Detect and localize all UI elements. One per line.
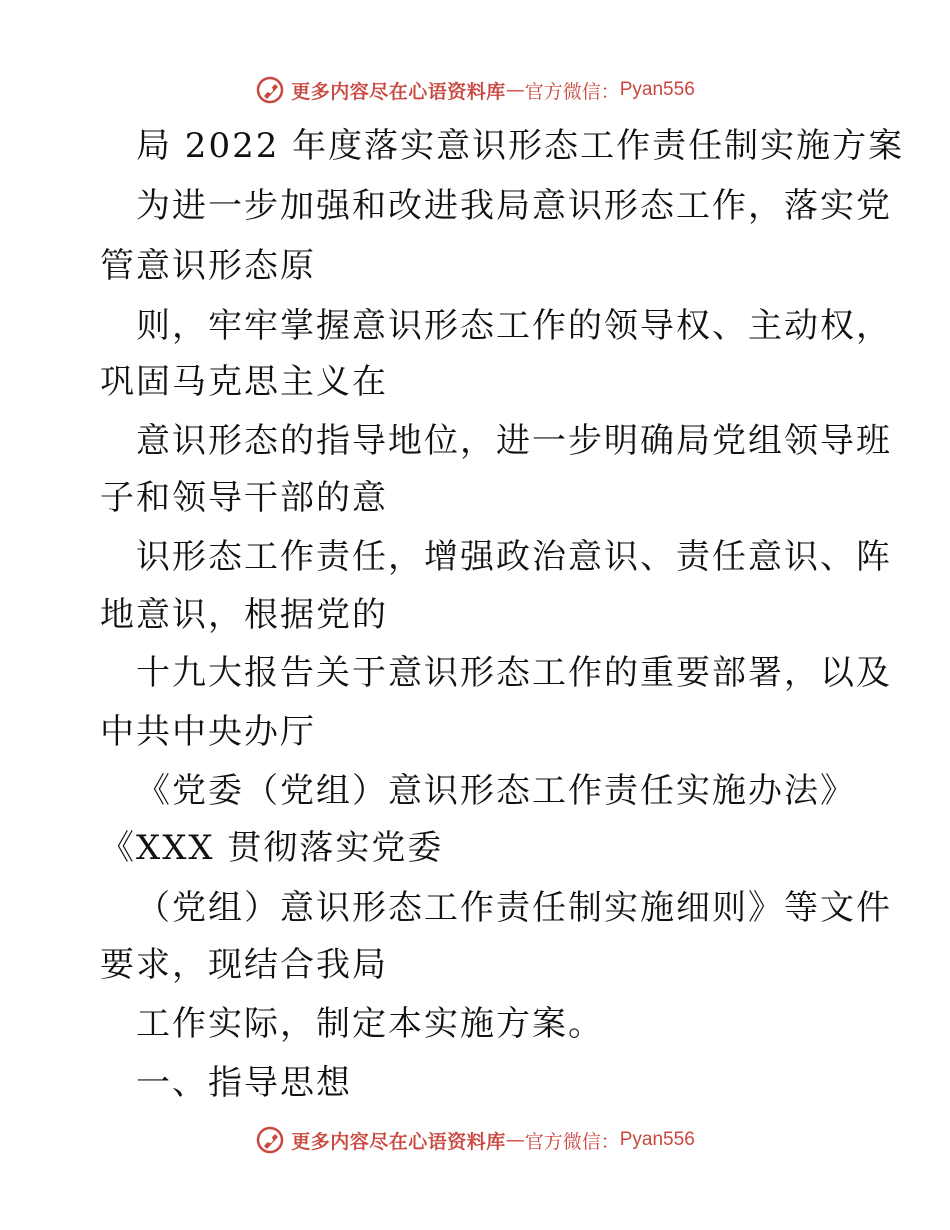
paragraph-line: 地意识，根据党的 [100, 595, 388, 635]
paragraph-line: 《XXX 贯彻落实党委 [100, 828, 444, 868]
paragraph-line: 十九大报告关于意识形态工作的重要部署，以及 [136, 653, 892, 693]
paragraph-line: 要求，现结合我局 [100, 945, 388, 985]
paragraph-line: 识形态工作责任，增强政治意识、责任意识、阵 [136, 537, 892, 577]
banner-text: 更多内容尽在心语资料库 [291, 80, 506, 103]
paragraph-line: 则，牢牢掌握意识形态工作的领导权、主动权， [136, 306, 892, 346]
banner-wechat-id: Pyan556 [619, 1129, 695, 1150]
pen-logo-icon [255, 75, 285, 105]
section-heading: 一、指导思想 [136, 1063, 352, 1103]
paragraph-line: 为进一步加强和改进我局意识形态工作，落实党 [136, 186, 892, 226]
paragraph-line: 巩固马克思主义在 [100, 362, 388, 402]
document-title: 局 2022 年度落实意识形态工作责任制实施方案 [136, 126, 905, 166]
banner-dash: — [505, 1129, 525, 1151]
paragraph-line: 管意识形态原 [100, 246, 316, 286]
banner-official: 官方微信： [524, 1130, 620, 1153]
paragraph-line: （党组）意识形态工作责任制实施细则》等文件 [136, 888, 892, 928]
paragraph-line: 《党委（党组）意识形态工作责任实施办法》 [136, 771, 856, 811]
pen-logo-icon [255, 1125, 285, 1155]
banner-wechat-id: Pyan556 [619, 79, 695, 100]
banner-text: 更多内容尽在心语资料库 [291, 1130, 506, 1153]
banner-official: 官方微信： [524, 80, 620, 103]
paragraph-line: 工作实际，制定本实施方案。 [136, 1004, 604, 1044]
paragraph-line: 子和领导干部的意 [100, 478, 388, 518]
banner-dash: — [505, 79, 525, 101]
header-watermark-banner [0, 70, 950, 110]
paragraph-line: 意识形态的指导地位，进一步明确局党组领导班 [136, 421, 892, 461]
footer-watermark-banner [0, 1120, 950, 1160]
paragraph-line: 中共中央办厅 [100, 712, 316, 752]
